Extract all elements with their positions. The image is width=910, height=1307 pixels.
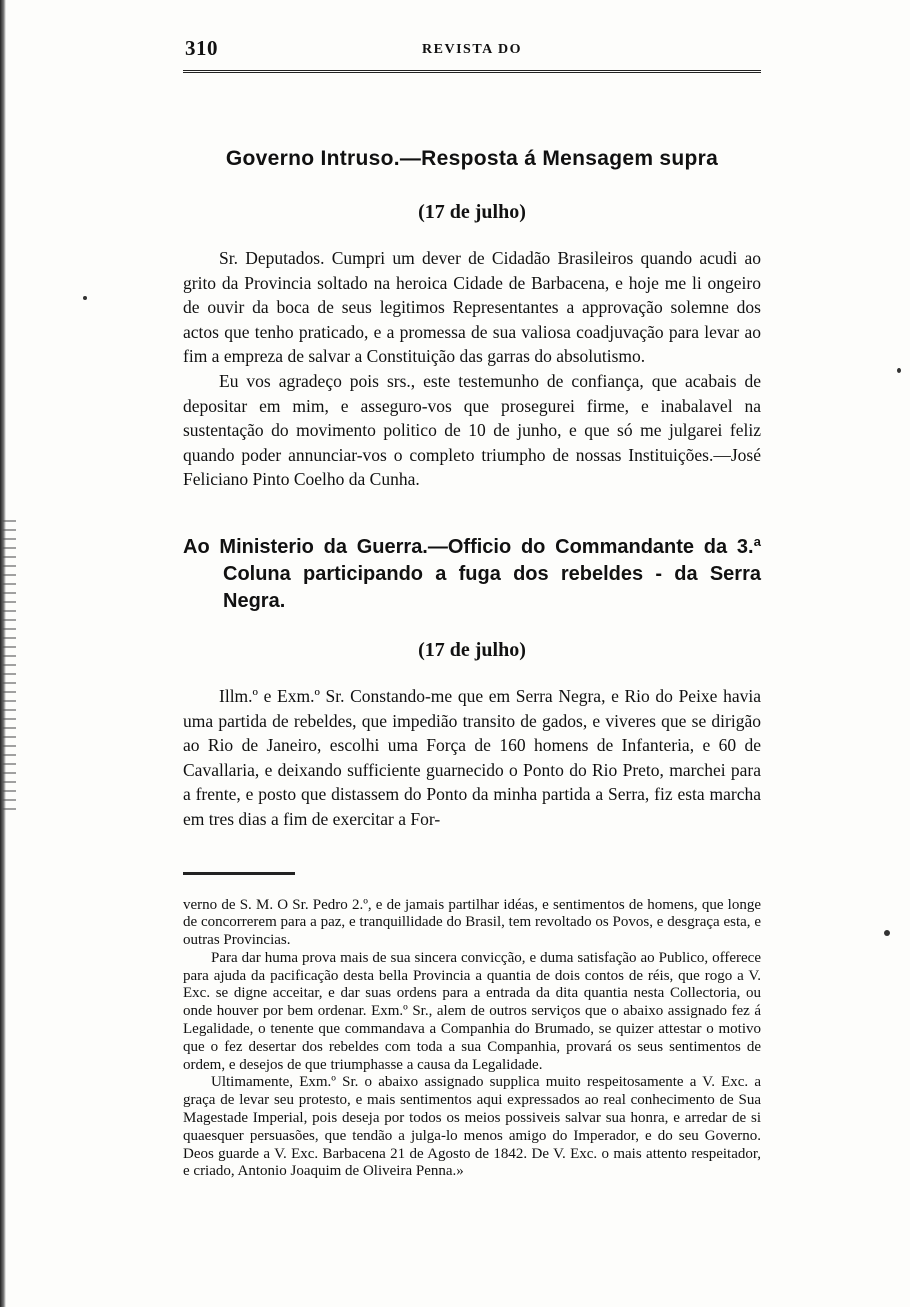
ink-speck bbox=[884, 930, 890, 936]
paragraph: Sr. Deputados. Cumpri um dever de Cidadão Brasileiros quando acudi ao grito da Provincia soltado na heroica Cidade de Barbacena, e hoje me li ongeiro de ouvir da boca de seus legitimos Representantes a approvação solemne dos actos que tenho praticado, e a promessa de sua valiosa coadjuvação para levar ao fim a empreza de salvar a Constituição das garras do absolutismo. bbox=[183, 248, 761, 367]
paragraph: Illm.º e Exm.º Sr. Constando-me que em Serra Negra, e Rio do Peixe havia uma partida de rebeldes, que impedião transito de gados, e viveres que se dirigão ao Rio de Janeiro, escolhi uma Força de 160 homens de Infanteria, e 60 de Cavallaria, e deixando sufficiente guarnecido o Ponto do Rio Preto, marchei para a frente, e posto que distassem do Ponto da minha partida a Serra, fiz esta marcha em tres dias a fim de exercitar a For- bbox=[183, 685, 761, 829]
section-body-1 bbox=[183, 246, 761, 492]
ink-speck bbox=[83, 296, 87, 300]
page-header bbox=[183, 30, 761, 73]
footnote-paragraph: Para dar huma prova mais de sua sincera convicção, e duma satisfação ao Publico, offerece para ajuda da pacificação desta bella Provincia a quantia de dois contos de réis, que rogo a V. Exc. se digne acceitar, e dar suas ordens para a entrada da dita quantia nesta Collectoria, ou onde houver por bem ordenar. Exm.º Sr., alem de outros serviços que o abaixo assignado fez á Legalidade, o tenente que commandava a Companhia do Brumado, se quizer attestar o motivo que o fez desertar dos rebeldes com toda a sua Companhia, provará os seus sentimentos de ordem, e desejos de que triumphasse a causa da Legalidade. bbox=[183, 949, 761, 1073]
footnote-divider bbox=[183, 872, 295, 875]
document-page bbox=[183, 30, 761, 1181]
footnote-paragraph: verno de S. M. O Sr. Pedro 2.º, e de jamais partilhar idéas, e sentimentos de homens, que longe de concorrerem para a paz, e tranquillidade do Brasil, tem revoltado os Povos, e desgraça esta, e outras Provincias. bbox=[183, 896, 761, 949]
section-body-2 bbox=[183, 684, 761, 832]
ink-speck bbox=[897, 368, 901, 373]
margin-stamp-marks bbox=[2, 520, 16, 810]
footnotes bbox=[183, 897, 761, 1182]
section-title-governo: Governo Intruso.—Resposta á Mensagem supra bbox=[225, 147, 719, 170]
paragraph: Eu vos agradeço pois srs., este testemunho de confiança, que acabais de depositar em mim, e asseguro-vos que prosegurei firme, e inabalavel na sustentação do movimento politico de 10 de junho, e que só me julgarei feliz quando poder annunciar-vos o completo triumpho de nossas Instituições.—José Feliciano Pinto Coelho da Cunha. bbox=[183, 370, 761, 490]
section-title-ministerio: Ao Ministerio da Guerra.—Officio do Commandante da 3.ª Coluna participando a fuga dos rebeldes - da Serra Negra. bbox=[183, 535, 761, 612]
footnote-paragraph: Ultimamente, Exm.º Sr. o abaixo assignado supplica muito respeitosamente a V. Exc. a graça de levar seu protesto, e mais sentimentos aqui expressados ao real conhecimento de Sua Magestade Imperial, pois deseja por todos os meios possiveis salvar sua honra, e arredar de si quaesquer persuasões, que tendão a julga-lo menos amigo do Imperador, e do seu Governo. Deos guarde a V. Exc. Barbacena 21 de Agosto de 1842. De V. Exc. o mais attento respeitador, e criado, Antonio Joaquim de Oliveira Penna.» bbox=[183, 1074, 761, 1180]
running-title: REVISTA DO bbox=[422, 42, 522, 57]
page-number: 310 bbox=[185, 36, 218, 60]
section-date-2: (17 de julho) bbox=[418, 638, 526, 661]
section-date-1: (17 de julho) bbox=[418, 201, 526, 223]
